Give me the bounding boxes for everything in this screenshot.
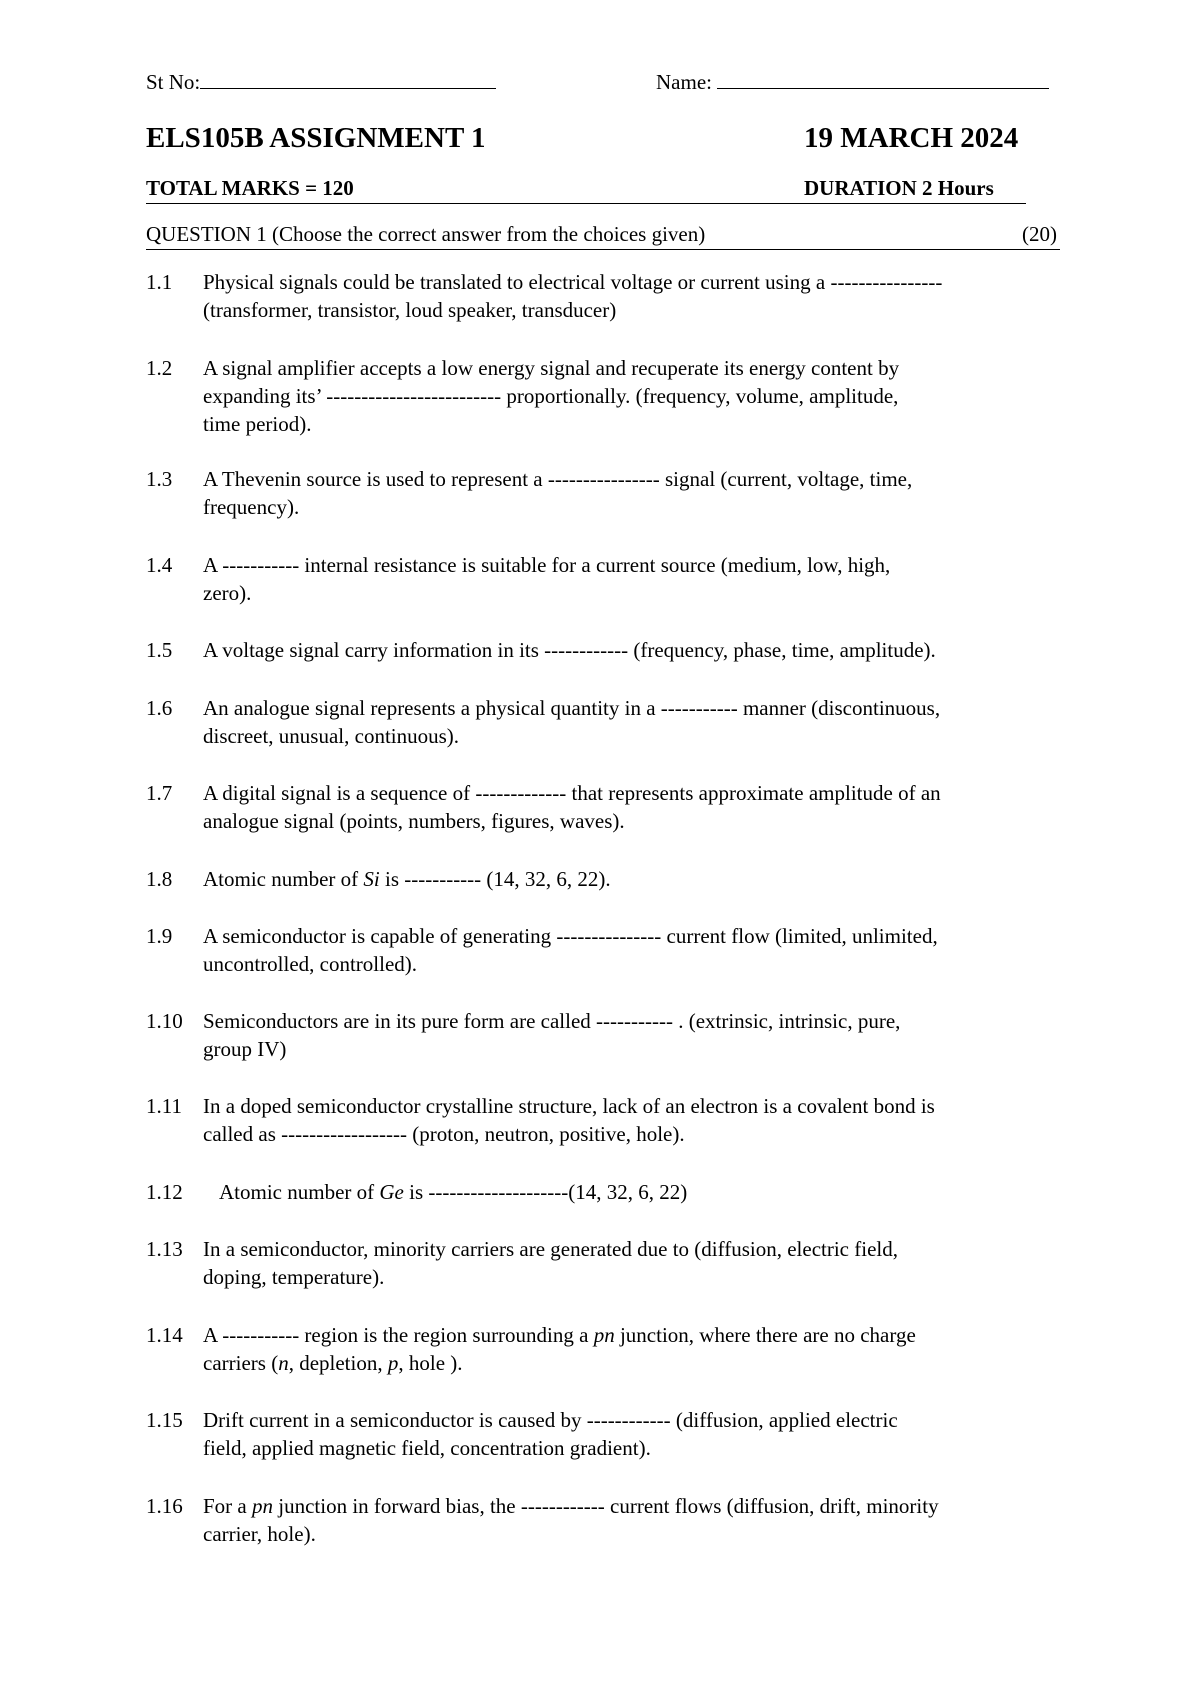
item-text: Drift current in a semiconductor is caused by ------------ (diffusion, applied electric [203,1408,898,1432]
item-text: frequency). [203,495,300,519]
item-text: In a semiconductor, minority carriers are generated due to (diffusion, electric field, [203,1237,898,1261]
item-text: A ----------- internal resistance is suitable for a current source (medium, low, high, [203,553,891,577]
item-number: 1.12 [146,1180,183,1204]
item-number: 1.15 [146,1408,183,1432]
item-text: time period). [203,412,312,436]
item-number: 1.7 [146,781,173,805]
item-text: uncontrolled, controlled). [203,952,418,976]
item-text: carrier, hole). [203,1522,316,1546]
item-text: An analogue signal represents a physical quantity in a ----------- manner (discontinuous, [203,696,941,720]
item-number: 1.6 [146,696,173,720]
item-text: group IV) [203,1037,287,1061]
name-blank [717,68,1049,89]
assignment-date: 19 MARCH 2024 [804,122,1019,154]
item-text: analogue signal (points, numbers, figures, waves). [203,809,625,833]
item-text: Atomic number of Si is ----------- (14, 32, 6, 22). [203,867,611,891]
item-number: 1.9 [146,924,173,948]
item-text: A digital signal is a sequence of ------------- that represents approximate amplitude of an [203,781,941,805]
item-text: discreet, unusual, continuous). [203,724,460,748]
element-symbol-ge: Ge [379,1180,404,1204]
item-text: A voltage signal carry information in its ------------ (frequency, phase, time, amplitude). [203,638,936,662]
item-text: For a pn junction in forward bias, the ------------ current flows (diffusion, drift, minority [203,1494,939,1518]
item-text: expanding its’ ------------------------- proportionally. (frequency, volume, amplitude, [203,384,899,408]
duration: DURATION 2 Hours [804,176,994,200]
name-label: Name: [656,70,712,94]
item-number: 1.14 [146,1323,183,1347]
item-text: Semiconductors are in its pure form are called ----------- . (extrinsic, intrinsic, pure, [203,1009,901,1033]
marks-duration-row [146,175,1026,204]
item-text: A Thevenin source is used to represent a ---------------- signal (current, voltage, time, [203,467,913,491]
total-marks: TOTAL MARKS = 120 [146,176,354,200]
item-text: doping, temperature). [203,1265,385,1289]
item-number: 1.13 [146,1237,183,1261]
item-text: Physical signals could be translated to electrical voltage or current using a ---------------- [203,270,943,294]
item-number: 1.16 [146,1494,183,1518]
item-number: 1.8 [146,867,173,891]
student-number-field [146,68,496,95]
question-1-heading-row [146,221,1060,250]
item-text: A semiconductor is capable of generating --------------- current flow (limited, unlimited, [203,924,938,948]
item-text: zero). [203,581,252,605]
item-number: 1.1 [146,270,173,294]
name-field [656,68,1049,95]
item-number: 1.10 [146,1009,183,1033]
question-1-marks: (20) [1022,222,1057,246]
item-number: 1.5 [146,638,173,662]
item-text: called as ------------------ (proton, neutron, positive, hole). [203,1122,685,1146]
student-number-label: St No: [146,70,201,94]
item-text: carriers (n, depletion, p, hole ). [203,1351,463,1375]
item-text: In a doped semiconductor crystalline structure, lack of an electron is a covalent bond is [203,1094,935,1118]
element-symbol-si: Si [363,867,380,891]
assignment-title: ELS105B ASSIGNMENT 1 [146,122,486,154]
item-text: A signal amplifier accepts a low energy signal and recuperate its energy content by [203,356,900,380]
item-number: 1.11 [146,1094,182,1118]
item-text: (transformer, transistor, loud speaker, transducer) [203,298,617,322]
item-number: 1.3 [146,467,173,491]
item-number: 1.4 [146,553,173,577]
item-number: 1.2 [146,356,173,380]
student-number-blank [200,68,496,89]
question-1-heading: QUESTION 1 (Choose the correct answer from the choices given) [146,222,706,246]
item-text: field, applied magnetic field, concentration gradient). [203,1436,651,1460]
item-text: Atomic number of Ge is --------------------(14, 32, 6, 22) [219,1180,688,1204]
item-text: A ----------- region is the region surrounding a pn junction, where there are no charge [203,1323,916,1347]
